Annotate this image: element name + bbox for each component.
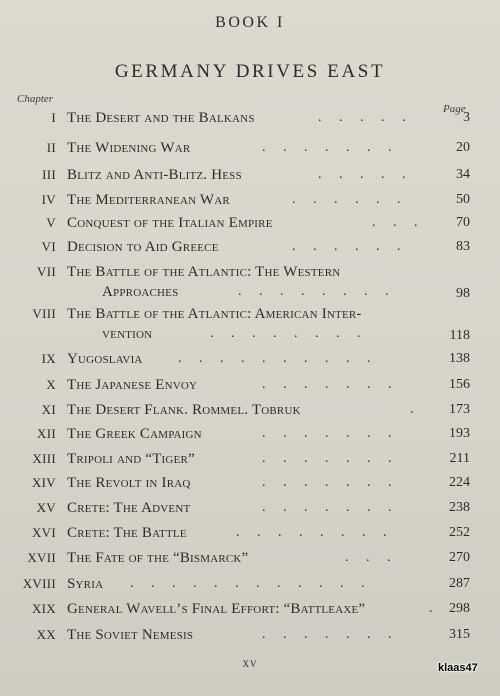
chapter-number: XVIII — [22, 576, 56, 591]
chapter-title: Tripoli and “Tiger” — [67, 451, 195, 467]
page-number: 156 — [449, 377, 470, 392]
page-number: 224 — [449, 475, 470, 490]
chapter-title-continued: Approaches — [102, 284, 179, 300]
chapter-title: The Revolt in Iraq — [67, 475, 191, 491]
chapter-number: IV — [41, 192, 56, 207]
chapter-number: II — [46, 140, 56, 155]
chapter-title: The Fate of the “Bismarck” — [67, 550, 249, 566]
page-number: 83 — [456, 239, 470, 254]
chapter-number: XIV — [31, 475, 56, 490]
toc-entry — [0, 239, 500, 261]
chapter-title-continued: vention — [102, 326, 153, 342]
dot-leader: . . . . . . . . . . . . — [130, 576, 365, 591]
page-number: 238 — [449, 500, 470, 515]
chapter-number: IX — [41, 351, 56, 366]
chapter-number: XV — [36, 500, 56, 515]
chapter-title: The Soviet Nemesis — [67, 627, 194, 643]
page-number: 50 — [456, 192, 470, 207]
dot-leader: . . . . . . . — [262, 627, 392, 642]
chapter-number: XVII — [27, 550, 56, 565]
page-number: 20 — [456, 140, 470, 155]
dot-leader: . . . . . . . — [262, 377, 392, 392]
chapter-title: The Mediterranean War — [67, 192, 230, 208]
page-folio: xv — [242, 655, 258, 670]
toc-entry — [0, 451, 500, 473]
chapter-number: I — [51, 110, 56, 125]
dot-leader: . — [410, 402, 414, 417]
page-number: 211 — [449, 451, 470, 466]
page-number: 70 — [456, 215, 470, 230]
chapter-number: XI — [41, 402, 56, 417]
chapter-title: Blitz and Anti-Blitz. Hess — [67, 167, 242, 183]
page-number: 118 — [449, 328, 470, 343]
page-column-header: Page — [443, 103, 466, 115]
chapter-title: The Desert and the Balkans — [67, 110, 255, 126]
dot-leader: . . . . . . . . — [210, 326, 361, 341]
page-number: 193 — [449, 426, 470, 441]
dot-leader: . . . . . . . — [262, 500, 392, 515]
chapter-title: Syria — [67, 576, 104, 592]
dot-leader: . . . — [372, 215, 418, 230]
dot-leader: . . . . . . — [292, 192, 401, 207]
chapter-title: Conquest of the Italian Empire — [67, 215, 273, 231]
toc-entry — [0, 601, 500, 623]
dot-leader: . . . . . . . — [262, 451, 392, 466]
chapter-title: The Battle of the Atlantic: American Inter- — [67, 306, 362, 322]
toc-entry — [0, 140, 500, 162]
chapter-title: Decision to Aid Greece — [67, 239, 219, 255]
dot-leader: . . . . . . . — [262, 140, 392, 155]
page-number: 252 — [449, 525, 470, 540]
toc-entry — [0, 264, 500, 308]
chapter-title: General Wavell’s Final Effort: “Battleaxe” — [67, 601, 366, 617]
chapter-title: Crete: The Battle — [67, 525, 187, 541]
chapter-title: The Desert Flank. Rommel. Tobruk — [67, 402, 301, 418]
dot-leader: . . . . . — [318, 167, 406, 182]
dot-leader: . . . — [345, 550, 391, 565]
chapter-title: The Japanese Envoy — [67, 377, 198, 393]
book-label: BOOK I — [215, 14, 285, 31]
chapter-column-header: Chapter — [17, 93, 54, 105]
dot-leader: . . . . . . . — [262, 426, 392, 441]
page-number: 138 — [449, 351, 470, 366]
chapter-number: VII — [37, 264, 56, 279]
dot-leader: . — [429, 601, 433, 616]
page-number: 287 — [449, 576, 470, 591]
dot-leader: . . . . . . . . . . — [178, 351, 371, 366]
dot-leader: . . . . . — [318, 110, 406, 125]
chapter-title: The Greek Campaign — [67, 426, 202, 442]
dot-leader: . . . . . . . — [262, 475, 392, 490]
toc-entry — [0, 525, 500, 547]
toc-entry — [0, 351, 500, 373]
watermark: klaas47 — [438, 662, 478, 674]
dot-leader: . . . . . . — [292, 239, 401, 254]
chapter-number: XII — [37, 426, 56, 441]
page-number: 173 — [449, 402, 470, 417]
toc-entry — [0, 377, 500, 399]
dot-leader: . . . . . . . . — [236, 525, 387, 540]
toc-entry — [0, 306, 500, 350]
toc-entry — [0, 576, 500, 598]
chapter-number: III — [42, 167, 56, 182]
page-number: 270 — [449, 550, 470, 565]
toc-entry — [0, 215, 500, 237]
page-number: 298 — [449, 601, 470, 616]
chapter-number: VI — [41, 239, 56, 254]
chapter-number: XIII — [32, 451, 56, 466]
toc-entry — [0, 500, 500, 522]
part-title: GERMANY DRIVES EAST — [114, 61, 386, 82]
chapter-number: XX — [36, 627, 56, 642]
toc-entry — [0, 627, 500, 649]
dot-leader: . . . . . . . . — [238, 284, 389, 299]
chapter-title: Crete: The Advent — [67, 500, 191, 516]
chapter-number: V — [46, 215, 56, 230]
page-number: 98 — [456, 286, 470, 301]
page-number: 315 — [449, 627, 470, 642]
chapter-number: X — [46, 377, 56, 392]
toc-entry — [0, 426, 500, 448]
chapter-number: XVI — [31, 525, 56, 540]
toc-entry — [0, 475, 500, 497]
chapter-number: VIII — [32, 306, 56, 321]
toc-entry — [0, 167, 500, 189]
toc-entry — [0, 110, 500, 132]
page-number: 3 — [463, 110, 470, 125]
chapter-title: The Battle of the Atlantic: The Western — [67, 264, 341, 280]
page-number: 34 — [456, 167, 470, 182]
toc-entry — [0, 550, 500, 572]
toc-entry — [0, 192, 500, 214]
chapter-title: The Widening War — [67, 140, 191, 156]
chapter-number: XIX — [31, 601, 56, 616]
toc-entry — [0, 402, 500, 424]
chapter-title: Yugoslavia — [67, 351, 143, 367]
